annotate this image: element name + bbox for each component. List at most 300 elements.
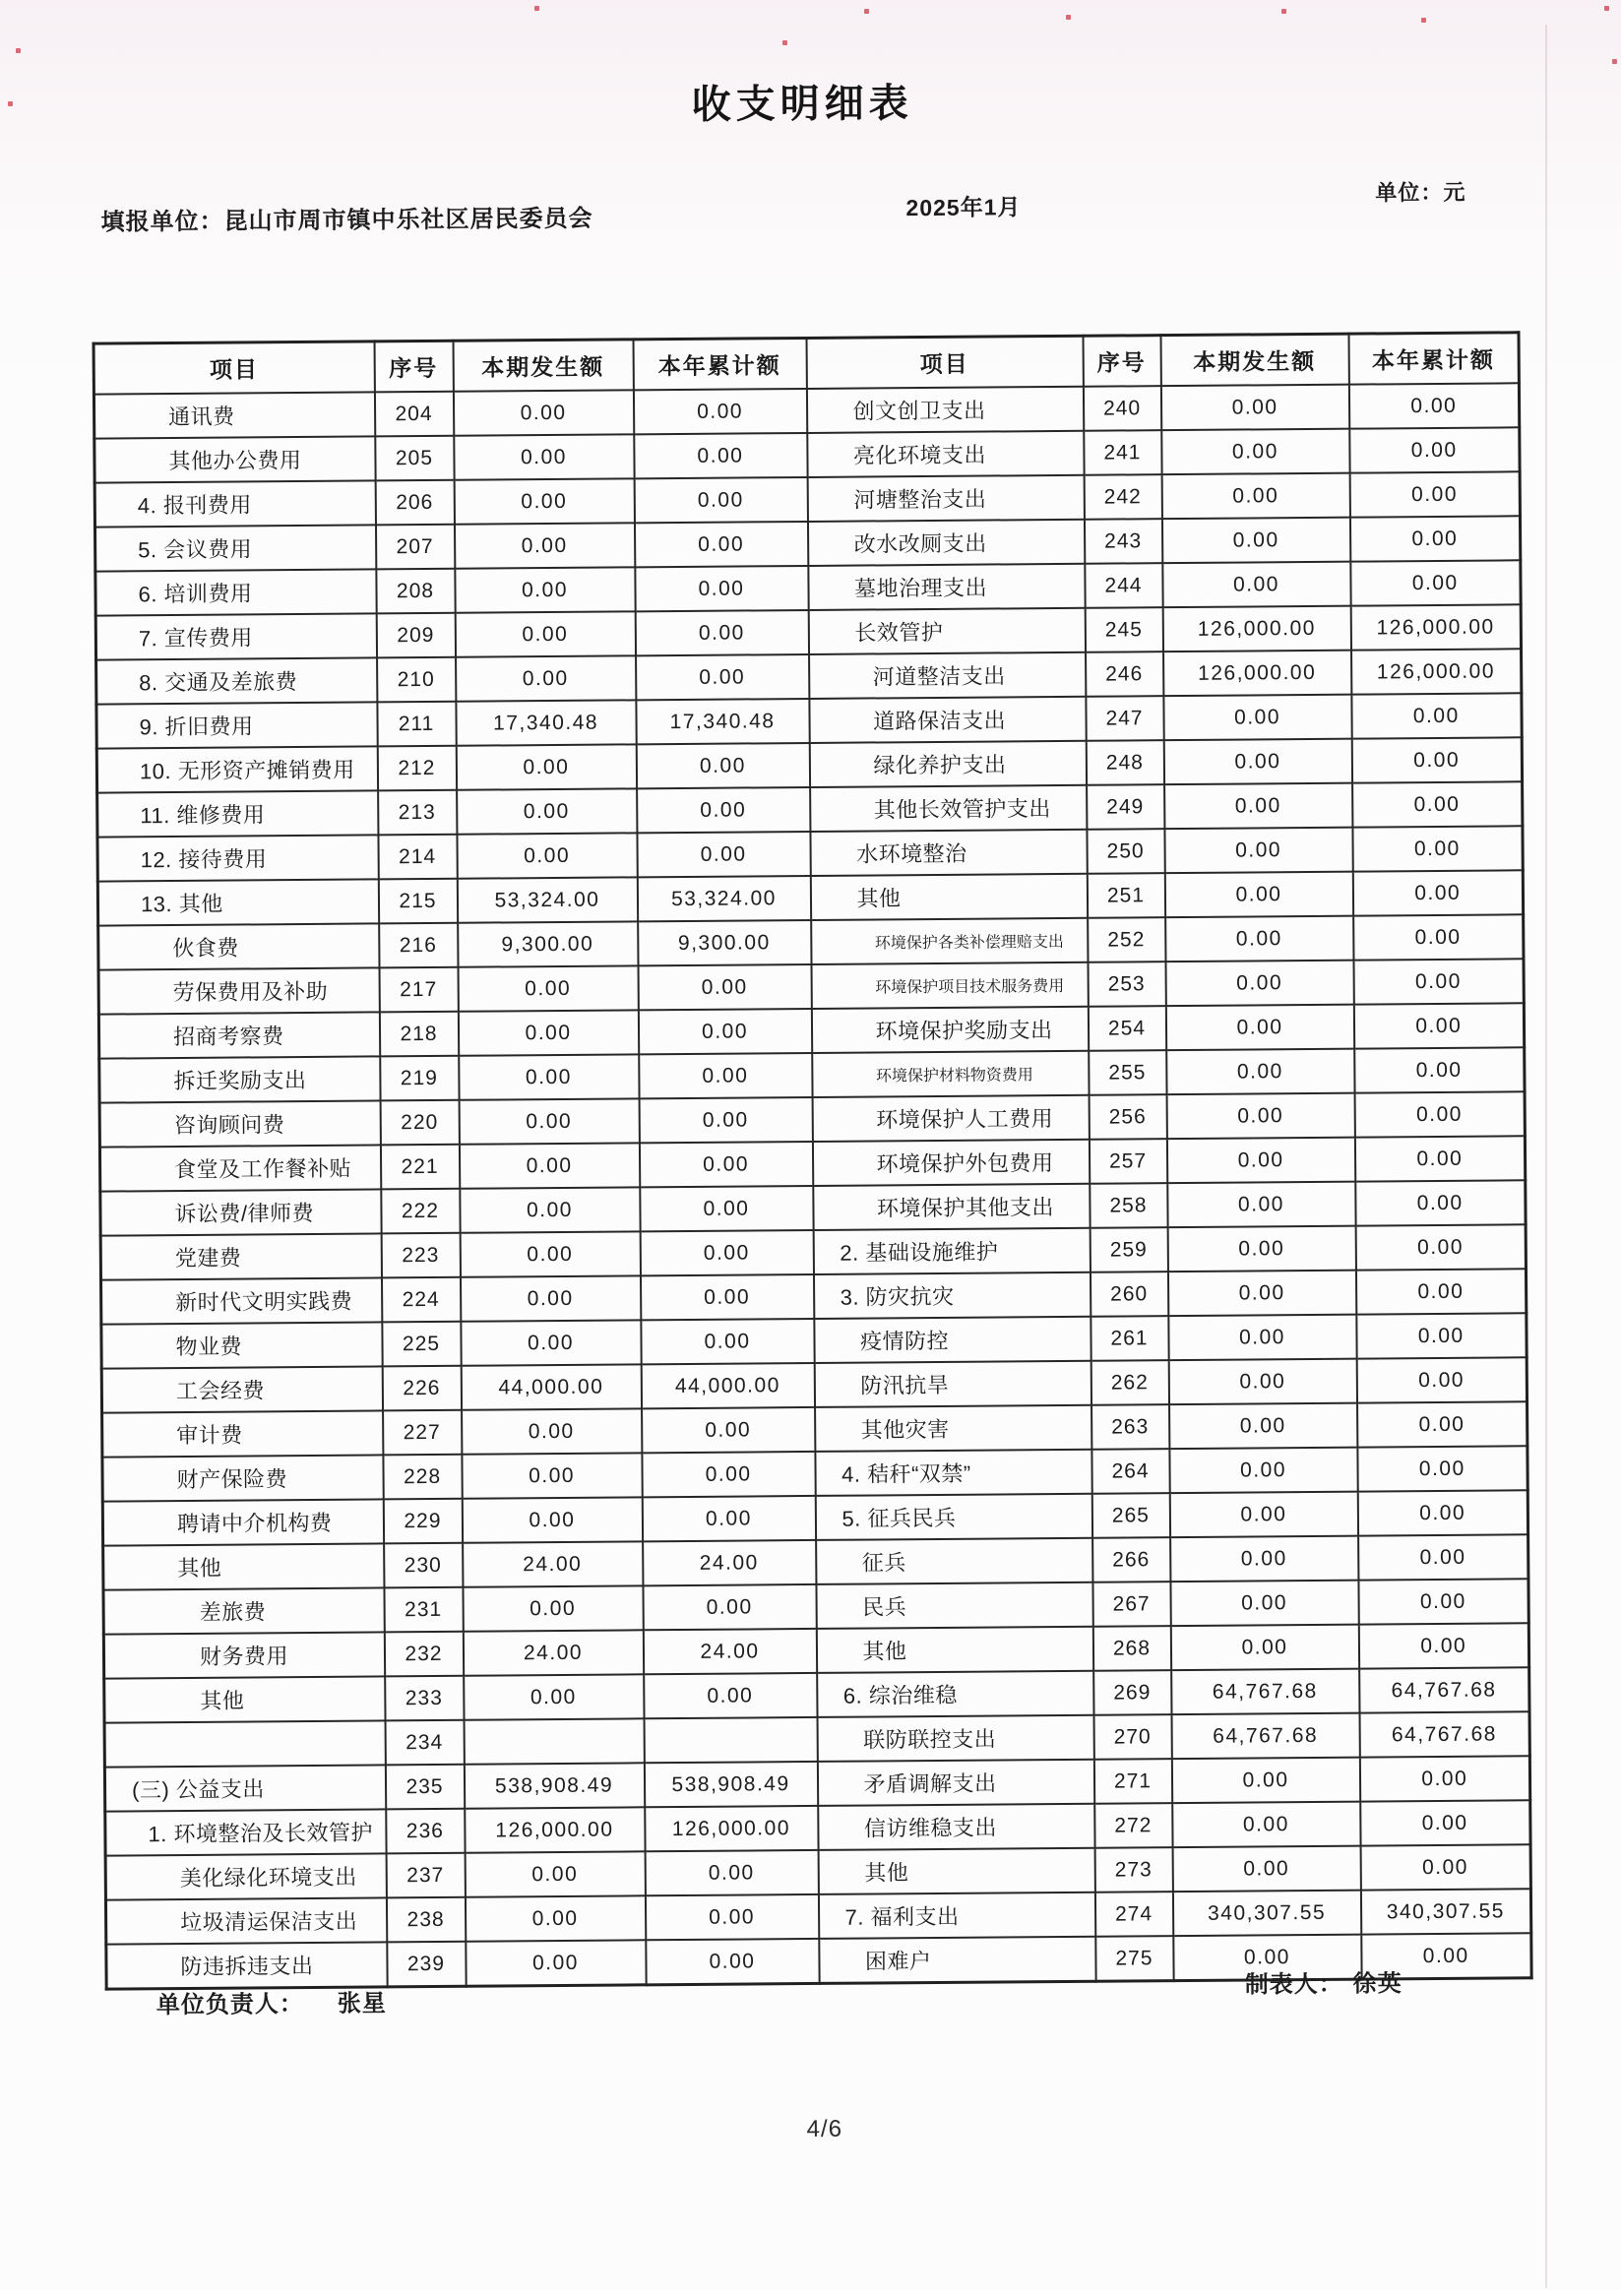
ytd-amount-cell: 538,908.49 bbox=[644, 1762, 817, 1807]
table-preparer-label: 制表人： bbox=[1244, 1970, 1343, 1999]
item-cell: 其他 bbox=[104, 1676, 385, 1722]
item-cell: 劳保费用及补助 bbox=[98, 967, 379, 1014]
serial-cell: 242 bbox=[1084, 474, 1161, 520]
current-amount-cell: 0.00 bbox=[454, 478, 634, 524]
item-cell: 其他灾害 bbox=[815, 1405, 1091, 1452]
scan-artifact bbox=[1612, 59, 1617, 64]
ytd-amount-cell: 0.00 bbox=[1357, 1401, 1527, 1447]
item-cell: 7. 福利支出 bbox=[818, 1893, 1094, 1939]
serial-cell: 249 bbox=[1087, 784, 1164, 830]
current-amount-cell: 0.00 bbox=[1171, 1758, 1359, 1803]
ytd-amount-cell: 0.00 bbox=[1359, 1756, 1529, 1801]
item-cell: 诉讼费/律师费 bbox=[100, 1189, 381, 1235]
current-amount-cell: 0.00 bbox=[1170, 1581, 1358, 1626]
item-cell: 招商考察费 bbox=[98, 1012, 379, 1058]
ytd-amount-cell: 0.00 bbox=[1358, 1623, 1528, 1668]
ytd-amount-cell: 0.00 bbox=[640, 1186, 813, 1231]
item-cell: 困难户 bbox=[819, 1937, 1095, 1984]
serial-cell: 248 bbox=[1086, 740, 1163, 785]
serial-cell: 223 bbox=[381, 1233, 460, 1278]
ytd-amount-cell: 0.00 bbox=[636, 743, 809, 788]
current-amount-cell: 0.00 bbox=[1169, 1492, 1357, 1537]
current-amount-cell: 0.00 bbox=[465, 1895, 645, 1941]
column-header: 本期发生额 bbox=[1160, 334, 1348, 386]
serial-cell: 222 bbox=[381, 1189, 460, 1234]
item-cell: 防违拆违支出 bbox=[106, 1942, 387, 1989]
current-amount-cell: 64,767.68 bbox=[1171, 1713, 1359, 1759]
serial-cell: 221 bbox=[380, 1145, 459, 1190]
item-cell: 道路保洁支出 bbox=[809, 697, 1086, 743]
ytd-amount-cell: 0.00 bbox=[1357, 1490, 1527, 1535]
serial-cell: 211 bbox=[377, 702, 456, 747]
item-cell: 垃圾清运保洁支出 bbox=[105, 1897, 386, 1944]
ytd-amount-cell: 0.00 bbox=[1353, 959, 1524, 1004]
current-amount-cell: 0.00 bbox=[460, 1275, 640, 1321]
current-amount-cell: 0.00 bbox=[464, 1674, 644, 1719]
ytd-amount-cell: 0.00 bbox=[1355, 1269, 1526, 1314]
current-amount-cell: 64,767.68 bbox=[1171, 1669, 1359, 1714]
current-amount-cell: 0.00 bbox=[1161, 473, 1349, 519]
serial-cell: 253 bbox=[1088, 962, 1165, 1007]
serial-cell: 232 bbox=[384, 1632, 463, 1677]
item-cell: 5. 会议费用 bbox=[94, 525, 375, 571]
ytd-amount-cell: 0.00 bbox=[642, 1452, 815, 1497]
ytd-amount-cell: 0.00 bbox=[640, 1274, 813, 1320]
serial-cell: 257 bbox=[1089, 1139, 1166, 1184]
current-amount-cell: 0.00 bbox=[1161, 429, 1349, 474]
item-cell: 其他 bbox=[810, 874, 1087, 920]
item-cell: 矛盾调解支出 bbox=[817, 1760, 1093, 1806]
item-cell: 1. 环境整治及长效管护 bbox=[105, 1809, 386, 1855]
item-cell: 联防联控支出 bbox=[817, 1715, 1093, 1762]
serial-cell: 220 bbox=[380, 1100, 459, 1146]
serial-cell: 210 bbox=[377, 657, 456, 703]
item-cell: 拆迁奖励支出 bbox=[99, 1056, 380, 1102]
serial-cell: 218 bbox=[379, 1012, 458, 1057]
current-amount-cell: 0.00 bbox=[1166, 1093, 1354, 1139]
item-cell: 5. 征兵民兵 bbox=[815, 1494, 1091, 1540]
serial-cell: 251 bbox=[1087, 873, 1164, 918]
serial-cell: 275 bbox=[1095, 1936, 1173, 1981]
serial-cell: 228 bbox=[383, 1455, 462, 1500]
item-cell: 4. 报刊费用 bbox=[94, 480, 375, 527]
serial-cell: 241 bbox=[1084, 430, 1161, 475]
ytd-amount-cell: 0.00 bbox=[1353, 1003, 1524, 1048]
serial-cell: 264 bbox=[1091, 1449, 1169, 1494]
serial-cell: 219 bbox=[380, 1056, 459, 1101]
serial-cell: 243 bbox=[1084, 519, 1161, 564]
currency-unit-label: 单位： bbox=[1375, 179, 1444, 206]
current-amount-cell: 0.00 bbox=[458, 1010, 638, 1055]
item-cell: 审计费 bbox=[102, 1410, 383, 1457]
serial-cell: 269 bbox=[1093, 1670, 1171, 1715]
current-amount-cell: 0.00 bbox=[465, 1851, 645, 1896]
ytd-amount-cell: 64,767.68 bbox=[1359, 1711, 1529, 1757]
item-cell: 12. 接待费用 bbox=[97, 835, 378, 881]
item-cell: 差旅费 bbox=[103, 1587, 384, 1634]
serial-cell: 213 bbox=[378, 790, 457, 836]
ytd-amount-cell: 17,340.48 bbox=[636, 699, 809, 744]
serial-cell: 208 bbox=[376, 569, 455, 614]
item-cell: 征兵 bbox=[816, 1538, 1092, 1584]
ytd-amount-cell: 0.00 bbox=[642, 1496, 815, 1541]
serial-cell: 234 bbox=[385, 1720, 464, 1766]
current-amount-cell: 0.00 bbox=[456, 744, 636, 789]
serial-cell: 217 bbox=[379, 967, 458, 1013]
ytd-amount-cell: 0.00 bbox=[640, 1230, 813, 1275]
current-amount-cell: 0.00 bbox=[463, 1585, 643, 1631]
current-amount-cell: 0.00 bbox=[456, 655, 636, 701]
serial-cell: 263 bbox=[1091, 1404, 1169, 1450]
serial-cell: 239 bbox=[387, 1942, 466, 1987]
page-title: 收支明细表 bbox=[691, 82, 913, 127]
item-cell: 民兵 bbox=[816, 1582, 1092, 1629]
serial-cell: 216 bbox=[379, 923, 458, 968]
ytd-amount-cell: 0.00 bbox=[1354, 1047, 1525, 1092]
serial-cell: 261 bbox=[1091, 1316, 1168, 1361]
item-cell: 物业费 bbox=[101, 1322, 382, 1368]
column-header: 本年累计额 bbox=[1348, 333, 1519, 385]
item-cell: 其他 bbox=[818, 1848, 1094, 1894]
serial-cell: 271 bbox=[1093, 1759, 1171, 1804]
responsible-person-name: 张星 bbox=[337, 1990, 387, 2017]
serial-cell: 274 bbox=[1094, 1892, 1172, 1937]
item-cell: 6. 综治维稳 bbox=[817, 1671, 1093, 1717]
current-amount-cell: 0.00 bbox=[462, 1497, 642, 1542]
current-amount-cell: 0.00 bbox=[1173, 1935, 1361, 1981]
current-amount-cell: 0.00 bbox=[1170, 1536, 1358, 1582]
current-amount-cell: 0.00 bbox=[454, 434, 634, 479]
ytd-amount-cell: 0.00 bbox=[634, 433, 807, 478]
current-amount-cell: 0.00 bbox=[1163, 739, 1351, 784]
current-amount-cell: 0.00 bbox=[462, 1453, 642, 1498]
current-amount-cell: 0.00 bbox=[459, 1098, 639, 1144]
item-cell: 财产保险费 bbox=[102, 1455, 383, 1501]
current-amount-cell: 0.00 bbox=[1169, 1403, 1357, 1449]
ytd-amount-cell: 126,000.00 bbox=[1351, 649, 1522, 694]
serial-cell: 238 bbox=[386, 1897, 465, 1943]
current-amount-cell: 0.00 bbox=[1172, 1802, 1360, 1847]
ytd-amount-cell: 64,767.68 bbox=[1359, 1667, 1529, 1712]
serial-cell: 265 bbox=[1091, 1493, 1169, 1538]
item-cell: 河道整洁支出 bbox=[809, 652, 1086, 699]
ytd-amount-cell: 0.00 bbox=[1353, 914, 1524, 960]
column-header: 本年累计额 bbox=[633, 338, 806, 390]
serial-cell: 246 bbox=[1086, 652, 1163, 697]
ytd-amount-cell: 126,000.00 bbox=[645, 1806, 818, 1851]
ytd-amount-cell: 0.00 bbox=[1357, 1446, 1527, 1491]
ytd-amount-cell: 0.00 bbox=[646, 1939, 819, 1985]
serial-cell: 207 bbox=[375, 525, 454, 570]
item-cell: 水环境整治 bbox=[810, 830, 1087, 876]
current-amount-cell: 0.00 bbox=[462, 1408, 642, 1454]
item-cell: 河塘整治支出 bbox=[807, 475, 1084, 522]
serial-cell: 267 bbox=[1092, 1582, 1170, 1627]
serial-cell: 233 bbox=[385, 1676, 464, 1721]
current-amount-cell: 0.00 bbox=[461, 1320, 641, 1365]
item-cell: 环境保护其他支出 bbox=[813, 1184, 1090, 1230]
responsible-person-label: 单位负责人： bbox=[156, 1991, 304, 2019]
item-cell: (三) 公益支出 bbox=[104, 1765, 385, 1811]
current-amount-cell: 0.00 bbox=[1161, 518, 1349, 563]
item-cell bbox=[104, 1720, 385, 1767]
item-cell: 环境保护材料物资费用 bbox=[812, 1051, 1089, 1097]
reporting-unit-value: 昆山市周市镇中乐社区居民委员会 bbox=[223, 205, 593, 235]
serial-cell: 259 bbox=[1090, 1227, 1167, 1272]
item-cell: 环境保护人工费用 bbox=[812, 1095, 1089, 1142]
ytd-amount-cell: 126,000.00 bbox=[1350, 604, 1521, 650]
item-cell: 新时代文明实践费 bbox=[101, 1277, 382, 1324]
ytd-amount-cell: 0.00 bbox=[633, 389, 806, 434]
current-amount-cell: 0.00 bbox=[459, 1143, 639, 1188]
item-cell: 2. 基础设施维护 bbox=[813, 1228, 1090, 1274]
ytd-amount-cell: 0.00 bbox=[637, 832, 810, 877]
ytd-amount-cell: 0.00 bbox=[1352, 781, 1523, 827]
ytd-amount-cell: 0.00 bbox=[1354, 1091, 1525, 1137]
ytd-amount-cell: 0.00 bbox=[1351, 737, 1522, 782]
ytd-amount-cell: 0.00 bbox=[634, 522, 807, 567]
ytd-amount-cell: 24.00 bbox=[643, 1540, 816, 1585]
serial-cell: 206 bbox=[375, 480, 454, 526]
current-amount-cell: 126,000.00 bbox=[1163, 651, 1351, 696]
current-amount-cell: 17,340.48 bbox=[456, 700, 636, 745]
item-cell: 党建费 bbox=[100, 1233, 381, 1279]
current-amount-cell: 0.00 bbox=[1164, 872, 1352, 917]
ytd-amount-cell: 0.00 bbox=[1349, 427, 1520, 472]
item-cell: 疫情防控 bbox=[814, 1317, 1091, 1363]
ytd-amount-cell: 0.00 bbox=[641, 1319, 814, 1364]
serial-cell: 254 bbox=[1088, 1006, 1165, 1051]
serial-cell: 252 bbox=[1088, 917, 1165, 962]
serial-cell: 226 bbox=[382, 1366, 461, 1411]
current-amount-cell: 0.00 bbox=[459, 1054, 639, 1099]
current-amount-cell: 538,908.49 bbox=[464, 1763, 644, 1808]
item-cell: 咨询顾问费 bbox=[99, 1100, 380, 1147]
item-cell: 亮化环境支出 bbox=[807, 431, 1084, 477]
serial-cell: 244 bbox=[1085, 563, 1162, 608]
ytd-amount-cell: 0.00 bbox=[1356, 1357, 1527, 1402]
current-amount-cell: 0.00 bbox=[1164, 783, 1352, 829]
ytd-amount-cell: 0.00 bbox=[1361, 1933, 1531, 1979]
serial-cell: 245 bbox=[1085, 607, 1162, 652]
column-header: 本期发生额 bbox=[453, 340, 633, 392]
item-cell: 食堂及工作餐补贴 bbox=[99, 1145, 380, 1191]
serial-cell: 204 bbox=[374, 392, 453, 437]
current-amount-cell: 0.00 bbox=[454, 523, 634, 568]
current-amount-cell: 0.00 bbox=[1167, 1271, 1355, 1316]
serial-cell: 270 bbox=[1093, 1714, 1171, 1760]
ytd-amount-cell: 0.00 bbox=[638, 964, 811, 1010]
table-preparer bbox=[1245, 1963, 1403, 1999]
ytd-amount-cell: 0.00 bbox=[1350, 560, 1521, 605]
serial-cell: 260 bbox=[1090, 1272, 1167, 1317]
current-amount-cell: 340,307.55 bbox=[1172, 1891, 1360, 1936]
item-cell: 防汛抗旱 bbox=[814, 1361, 1091, 1407]
current-amount-cell: 0.00 bbox=[1165, 961, 1353, 1006]
item-cell: 环境保护外包费用 bbox=[812, 1140, 1089, 1186]
item-cell: 7. 宣传费用 bbox=[95, 613, 376, 659]
ytd-amount-cell: 0.00 bbox=[639, 1097, 812, 1143]
item-cell: 环境保护奖励支出 bbox=[811, 1007, 1088, 1053]
serial-cell: 214 bbox=[378, 835, 457, 880]
current-amount-cell: 0.00 bbox=[1168, 1359, 1356, 1404]
serial-cell: 247 bbox=[1086, 696, 1163, 741]
item-cell: 3. 防灾抗灾 bbox=[813, 1272, 1090, 1319]
current-amount-cell: 0.00 bbox=[1166, 1138, 1354, 1183]
current-amount-cell: 0.00 bbox=[455, 567, 635, 612]
ytd-amount-cell: 0.00 bbox=[1354, 1136, 1525, 1181]
ytd-amount-cell: 0.00 bbox=[1351, 693, 1522, 738]
ytd-amount-cell: 53,324.00 bbox=[637, 876, 810, 921]
serial-cell: 230 bbox=[384, 1543, 463, 1588]
ytd-amount-cell: 0.00 bbox=[635, 610, 808, 655]
item-cell: 伙食费 bbox=[98, 923, 379, 969]
serial-cell: 272 bbox=[1094, 1803, 1172, 1848]
ytd-amount-cell: 0.00 bbox=[645, 1894, 818, 1940]
ytd-amount-cell: 0.00 bbox=[635, 566, 808, 611]
serial-cell: 215 bbox=[378, 879, 457, 924]
ytd-amount-cell: 0.00 bbox=[1360, 1800, 1530, 1845]
ytd-amount-cell: 0.00 bbox=[639, 1142, 812, 1187]
serial-cell: 240 bbox=[1083, 386, 1160, 431]
reporting-unit bbox=[100, 199, 592, 237]
serial-cell: 266 bbox=[1092, 1537, 1170, 1582]
item-cell: 其他 bbox=[103, 1543, 384, 1589]
item-cell: 工会经费 bbox=[101, 1366, 382, 1412]
current-amount-cell: 0.00 bbox=[1162, 562, 1350, 607]
ytd-amount-cell: 0.00 bbox=[1349, 516, 1520, 561]
current-amount-cell: 0.00 bbox=[457, 833, 637, 878]
ytd-amount-cell: 0.00 bbox=[1355, 1180, 1526, 1225]
responsible-person bbox=[156, 1983, 387, 2019]
ytd-amount-cell: 0.00 bbox=[634, 477, 807, 523]
item-cell: 财务费用 bbox=[103, 1632, 384, 1678]
item-cell: 绿化养护支出 bbox=[809, 741, 1086, 787]
serial-cell: 231 bbox=[384, 1587, 463, 1633]
current-amount-cell: 0.00 bbox=[460, 1231, 640, 1276]
current-amount-cell: 0.00 bbox=[1165, 916, 1353, 962]
column-header: 序号 bbox=[1083, 336, 1160, 387]
current-amount-cell: 0.00 bbox=[1172, 1846, 1360, 1892]
serial-cell: 250 bbox=[1087, 829, 1164, 874]
item-cell: 其他长效管护支出 bbox=[810, 785, 1087, 832]
current-amount-cell: 0.00 bbox=[466, 1940, 646, 1986]
item-cell: 创文创卫支出 bbox=[806, 387, 1083, 433]
ytd-amount-cell: 0.00 bbox=[1352, 870, 1523, 915]
serial-cell: 237 bbox=[386, 1853, 465, 1898]
ytd-amount-cell: 340,307.55 bbox=[1360, 1889, 1530, 1934]
ytd-amount-cell: 0.00 bbox=[1355, 1224, 1526, 1270]
item-cell: 环境保护项目技术服务费用 bbox=[811, 962, 1088, 1009]
ytd-amount-cell: 0.00 bbox=[645, 1850, 818, 1895]
item-cell: 美化绿化环境支出 bbox=[105, 1853, 386, 1899]
item-cell: 9. 折旧费用 bbox=[96, 702, 377, 748]
item-cell: 改水改厕支出 bbox=[807, 520, 1084, 566]
ytd-amount-cell: 0.00 bbox=[637, 787, 810, 833]
serial-cell: 225 bbox=[382, 1322, 461, 1367]
current-amount-cell: 126,000.00 bbox=[1162, 606, 1350, 652]
column-header: 项目 bbox=[806, 336, 1083, 389]
current-amount-cell: 0.00 bbox=[453, 390, 633, 435]
item-cell: 信访维稳支出 bbox=[818, 1804, 1094, 1850]
serial-cell: 262 bbox=[1091, 1360, 1168, 1405]
item-cell: 13. 其他 bbox=[97, 879, 378, 925]
ytd-amount-cell: 0.00 bbox=[1360, 1844, 1530, 1890]
ytd-amount-cell: 0.00 bbox=[638, 1009, 811, 1054]
current-amount-cell: 0.00 bbox=[1166, 1049, 1354, 1094]
current-amount-cell: 0.00 bbox=[1160, 385, 1348, 430]
serial-cell: 209 bbox=[376, 613, 455, 658]
current-amount-cell: 53,324.00 bbox=[457, 877, 637, 922]
currency-unit bbox=[1375, 176, 1465, 208]
ytd-amount-cell: 0.00 bbox=[1352, 826, 1523, 871]
current-amount-cell: 0.00 bbox=[460, 1187, 640, 1232]
current-amount-cell bbox=[464, 1718, 644, 1764]
serial-cell: 212 bbox=[377, 746, 456, 791]
ytd-amount-cell: 0.00 bbox=[1349, 471, 1520, 517]
item-cell: 其他 bbox=[816, 1627, 1092, 1673]
item-cell: 通讯费 bbox=[94, 392, 374, 438]
current-amount-cell: 0.00 bbox=[1167, 1226, 1355, 1272]
item-cell: 11. 维修费用 bbox=[97, 790, 378, 837]
current-amount-cell: 24.00 bbox=[463, 1541, 643, 1586]
report-period: 2025年1月 bbox=[905, 194, 1022, 221]
current-amount-cell: 24.00 bbox=[463, 1630, 643, 1675]
expense-table bbox=[93, 331, 1533, 1990]
current-amount-cell: 126,000.00 bbox=[465, 1807, 645, 1852]
serial-cell: 236 bbox=[386, 1809, 465, 1854]
item-cell: 6. 培训费用 bbox=[95, 569, 376, 615]
current-amount-cell: 0.00 bbox=[1165, 1005, 1353, 1050]
table-preparer-name: 徐英 bbox=[1352, 1970, 1403, 1998]
ytd-amount-cell: 0.00 bbox=[642, 1407, 815, 1453]
current-amount-cell: 44,000.00 bbox=[461, 1364, 641, 1409]
ytd-amount-cell: 0.00 bbox=[643, 1584, 816, 1630]
reporting-unit-label: 填报单位： bbox=[100, 208, 224, 236]
current-amount-cell: 0.00 bbox=[1167, 1182, 1355, 1227]
ytd-amount-cell: 0.00 bbox=[1356, 1313, 1527, 1358]
ytd-amount-cell: 0.00 bbox=[639, 1053, 812, 1098]
serial-cell: 205 bbox=[375, 436, 454, 481]
current-amount-cell: 0.00 bbox=[1169, 1448, 1357, 1493]
current-amount-cell: 0.00 bbox=[1170, 1625, 1358, 1670]
current-amount-cell: 0.00 bbox=[457, 788, 637, 834]
item-cell: 聘请中介机构费 bbox=[102, 1499, 383, 1545]
page-number: 4/6 bbox=[806, 2115, 843, 2143]
serial-cell: 256 bbox=[1089, 1094, 1166, 1140]
serial-cell: 255 bbox=[1089, 1050, 1166, 1095]
current-amount-cell: 0.00 bbox=[1163, 695, 1351, 740]
ytd-amount-cell: 0.00 bbox=[1358, 1534, 1528, 1580]
item-cell: 环境保护各类补偿理赔支出 bbox=[811, 918, 1088, 964]
ytd-amount-cell: 24.00 bbox=[643, 1629, 816, 1674]
column-header: 序号 bbox=[374, 341, 453, 392]
item-cell: 8. 交通及差旅费 bbox=[96, 657, 377, 704]
ytd-amount-cell: 0.00 bbox=[1358, 1579, 1528, 1624]
currency-unit-value: 元 bbox=[1443, 179, 1466, 205]
item-cell: 墓地治理支出 bbox=[808, 564, 1085, 610]
item-cell: 4. 秸秆“双禁” bbox=[815, 1450, 1091, 1496]
ytd-amount-cell: 9,300.00 bbox=[638, 920, 811, 965]
item-cell: 10. 无形资产摊销费用 bbox=[96, 746, 377, 792]
ytd-amount-cell: 0.00 bbox=[636, 654, 809, 700]
serial-cell: 227 bbox=[383, 1410, 462, 1456]
ytd-amount-cell: 0.00 bbox=[1348, 383, 1519, 428]
column-header: 项目 bbox=[94, 341, 374, 395]
ytd-amount-cell: 44,000.00 bbox=[641, 1363, 814, 1408]
serial-cell: 229 bbox=[383, 1499, 462, 1544]
current-amount-cell: 9,300.00 bbox=[458, 921, 638, 966]
